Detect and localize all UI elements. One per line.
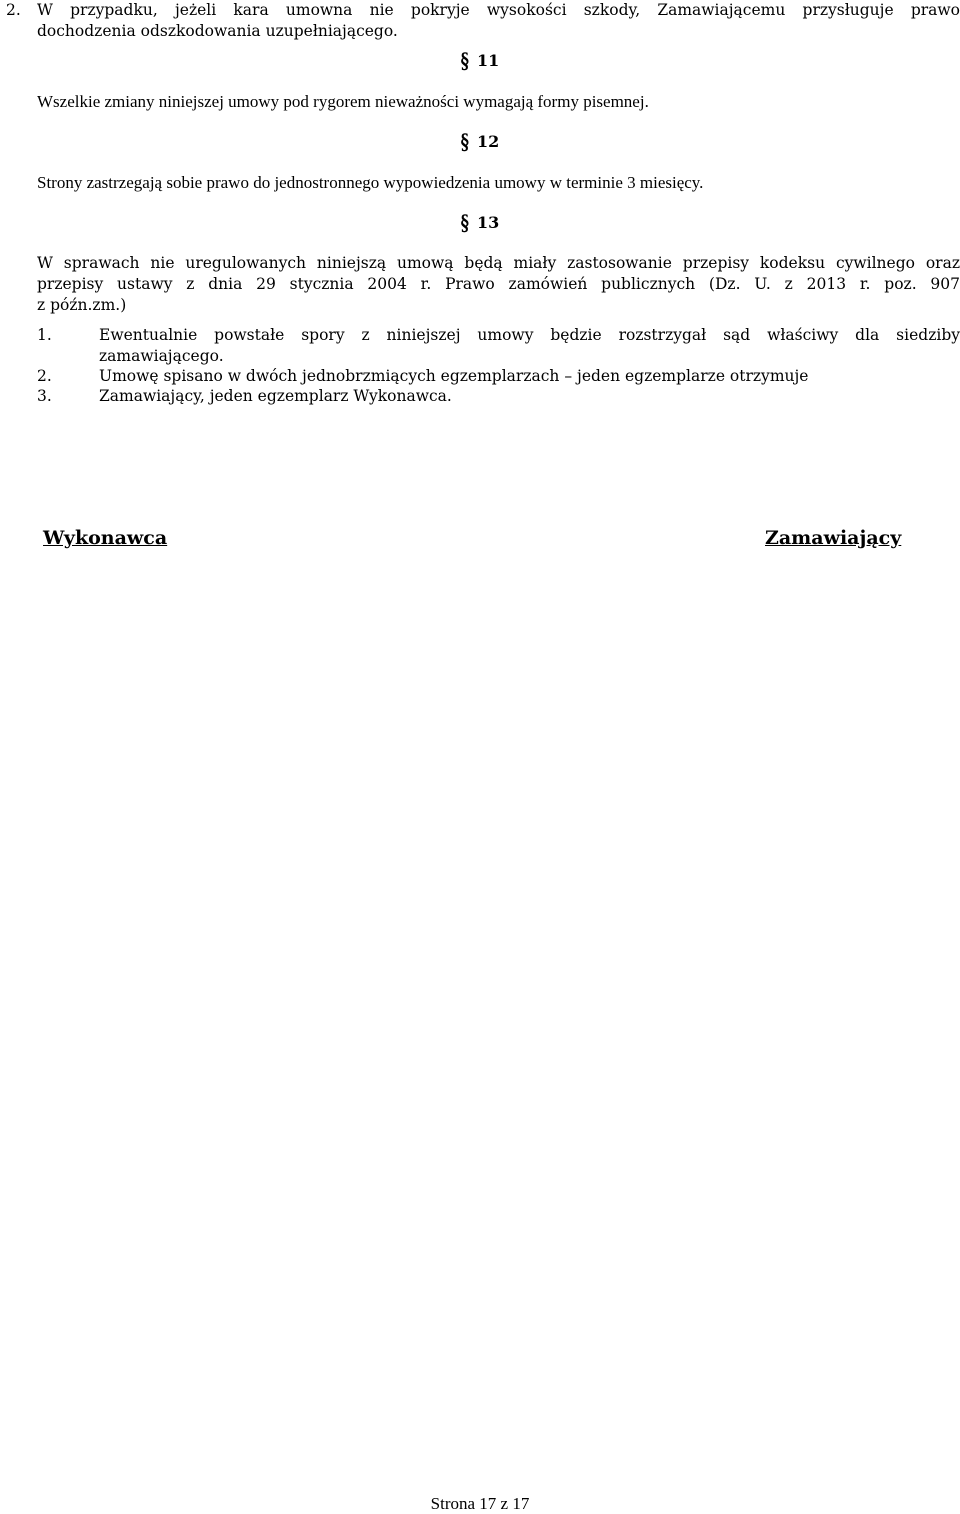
top-list-item <box>0 0 960 44</box>
list-item-text-line1: Ewentualnie powstałe spory z niniejszej umowy będzie rozstrzygał sąd właściwy dla siedziby <box>99 326 960 344</box>
list-item-text-line2: zamawiającego. <box>99 347 224 365</box>
section-number: 13 <box>477 213 500 232</box>
section-11-text: Wszelkie zmiany niniejszej umowy pod rygorem nieważności wymagają formy pisemnej. <box>37 92 649 111</box>
section-sign: § <box>460 209 470 236</box>
top-list-item-line2: dochodzenia odszkodowania uzupełniającego. <box>37 22 398 40</box>
signature-wykonawca: Wykonawca <box>43 527 168 549</box>
section-heading-13 <box>0 209 960 236</box>
list-item-3 <box>37 386 960 407</box>
section-heading-12 <box>0 128 960 155</box>
list-item-number: 1. <box>37 326 52 344</box>
list-item-text-line1: Umowę spisano w dwóch jednobrzmiących egzemplarzach – jeden egzemplarze otrzymuje <box>99 367 809 385</box>
list-item-1 <box>37 325 960 367</box>
list-item-number: 2. <box>37 367 52 385</box>
top-list-item-line1: W przypadku, jeżeli kara umowna nie pokryje wysokości szkody, Zamawiającemu przysługuje prawo <box>37 1 960 19</box>
section-number: 12 <box>477 132 500 151</box>
section-13-text-line1: W sprawach nie uregulowanych niniejszą umową będą miały zastosowanie przepisy kodeksu cywilnego oraz <box>37 254 960 272</box>
section-heading-11 <box>0 47 960 74</box>
top-list-item-number: 2. <box>6 1 21 19</box>
section-number: 11 <box>477 51 500 70</box>
section-13-text-line2: przepisy ustawy z dnia 29 stycznia 2004 r. Prawo zamówień publicznych (Dz. U. z 2013 r. poz. 907 <box>37 275 960 293</box>
list-item-number: 3. <box>37 387 52 405</box>
section-sign: § <box>460 128 470 155</box>
list-item-text-line1: Zamawiający, jeden egzemplarz Wykonawca. <box>99 387 452 405</box>
section-13-text-line3: z późn.zm.) <box>37 296 127 314</box>
section-12-text: Strony zastrzegają sobie prawo do jednostronnego wypowiedzenia umowy w terminie 3 miesięcy. <box>37 173 704 192</box>
page-number-footer: Strona 17 z 17 <box>430 1494 530 1513</box>
section-sign: § <box>460 47 470 74</box>
signature-zamawiajacy: Zamawiający <box>765 527 902 549</box>
list-item-2 <box>37 366 960 387</box>
